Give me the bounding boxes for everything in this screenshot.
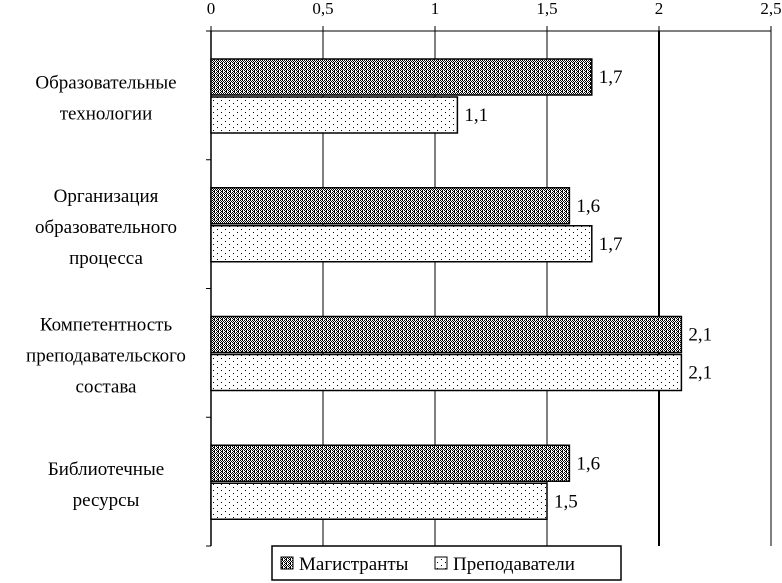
legend-swatch bbox=[281, 557, 293, 569]
bars bbox=[211, 59, 681, 519]
bar-magistranty bbox=[211, 445, 569, 481]
category-labels bbox=[26, 73, 186, 511]
category-label: Образовательные технологии bbox=[35, 72, 177, 125]
category-label: Организация образовательного процесса bbox=[34, 185, 178, 269]
data-label: 1,1 bbox=[464, 105, 489, 126]
bar-prepodavateli bbox=[211, 97, 457, 133]
bar-prepodavateli bbox=[211, 483, 547, 519]
x-tick-label: 2,5 bbox=[760, 0, 782, 18]
legend-swatch bbox=[435, 557, 447, 569]
bar-prepodavateli bbox=[211, 355, 681, 391]
data-label: 2,1 bbox=[688, 362, 713, 384]
category-label: Библиотечные ресурсы bbox=[47, 458, 165, 511]
data-label: 2,1 bbox=[688, 324, 713, 346]
data-label: 1,6 bbox=[576, 195, 601, 217]
data-label: 1,7 bbox=[598, 67, 623, 88]
bar-magistranty bbox=[211, 59, 592, 95]
legend-label: Магистранты bbox=[299, 554, 409, 575]
x-tick-label: 2 bbox=[654, 0, 664, 18]
category-label: Компетентность преподавательского состава bbox=[26, 314, 186, 398]
data-label: 1,7 bbox=[598, 233, 623, 255]
x-tick-label: 1,5 bbox=[536, 0, 558, 18]
bar-magistranty bbox=[211, 188, 569, 224]
x-tick-label: 0 bbox=[206, 0, 216, 18]
legend-label: Преподаватели bbox=[453, 554, 575, 575]
legend bbox=[272, 546, 621, 580]
bar-magistranty bbox=[211, 317, 681, 353]
x-tick-label: 0,5 bbox=[312, 0, 334, 18]
data-label: 1,6 bbox=[576, 453, 601, 475]
data-label: 1,5 bbox=[554, 491, 578, 513]
x-tick-label: 1 bbox=[430, 0, 440, 18]
bar-prepodavateli bbox=[211, 226, 592, 262]
